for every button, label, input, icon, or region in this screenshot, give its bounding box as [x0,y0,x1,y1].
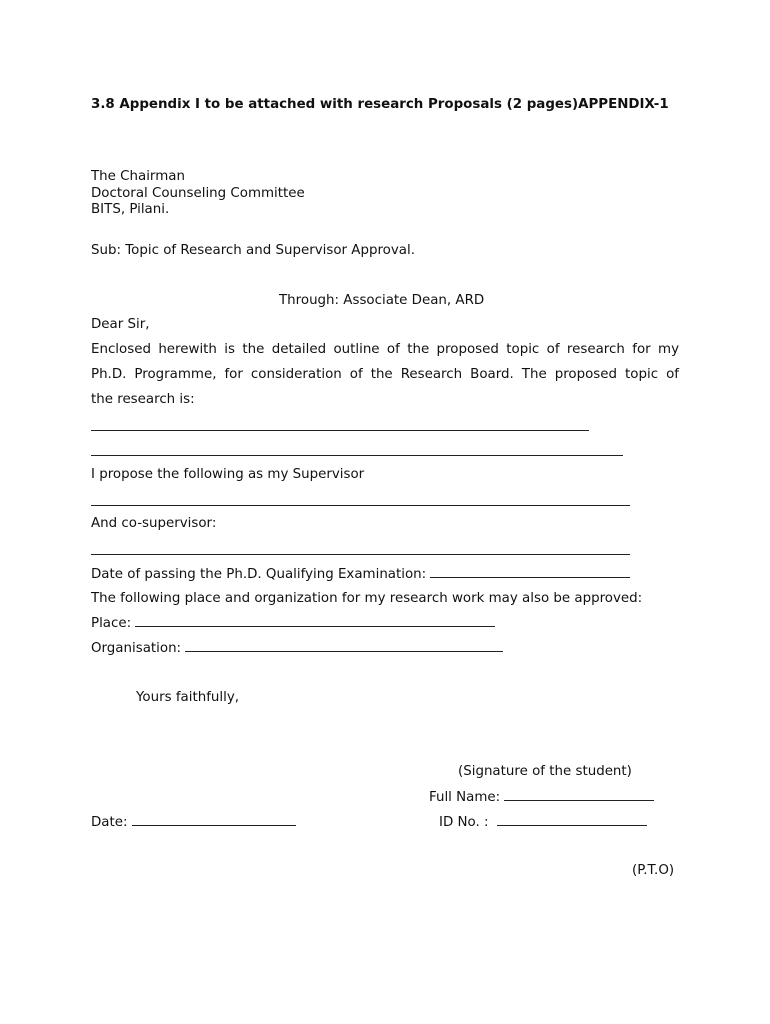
salutation: Dear Sir, [91,317,150,332]
closing: Yours faithfully, [136,690,240,705]
place-org-text: The following place and organization for my research work may also be approved: [91,591,643,606]
organisation-blank[interactable] [185,640,503,652]
organisation-row [91,640,503,657]
date-blank[interactable] [132,814,296,826]
id-row [439,814,647,831]
date-row [91,814,296,831]
place-label: Place: [91,616,132,631]
supervisor-label: I propose the following as my Supervisor [91,467,365,482]
body-line-2: Ph.D. Programme, for consideration of the Research Board. The proposed topic of [91,367,679,382]
pto-note: (P.T.O) [632,863,675,878]
address-line-2: Doctoral Counseling Committee [91,186,305,201]
full-name-blank[interactable] [504,789,654,801]
body-line-3: the research is: [91,392,195,407]
id-blank[interactable] [497,814,647,826]
qualifying-exam-row [91,566,630,583]
cosupervisor-blank[interactable] [91,554,630,555]
place-row [91,615,495,632]
place-blank[interactable] [135,615,495,627]
date-label: Date: [91,815,128,830]
body-line-1: Enclosed herewith is the detailed outline of the proposed topic of research for my [91,342,679,357]
supervisor-blank[interactable] [91,505,630,506]
qualifying-exam-blank[interactable] [430,566,630,578]
page-title: 3.8 Appendix I to be attached with research Proposals (2 pages)APPENDIX-1 [91,97,669,112]
research-topic-blank-1[interactable] [91,430,589,431]
cosupervisor-label: And co-supervisor: [91,516,217,531]
through-line: Through: Associate Dean, ARD [279,293,485,308]
address-line-1: The Chairman [91,169,185,184]
id-label: ID No. : [439,815,489,830]
full-name-label: Full Name: [429,790,501,805]
subject-line: Sub: Topic of Research and Supervisor Approval. [91,243,415,258]
research-topic-blank-2[interactable] [91,455,623,456]
signature-caption: (Signature of the student) [458,764,632,779]
qualifying-exam-label: Date of passing the Ph.D. Qualifying Examination: [91,567,427,582]
organisation-label: Organisation: [91,641,182,656]
address-line-3: BITS, Pilani. [91,202,170,217]
full-name-row [429,789,654,806]
